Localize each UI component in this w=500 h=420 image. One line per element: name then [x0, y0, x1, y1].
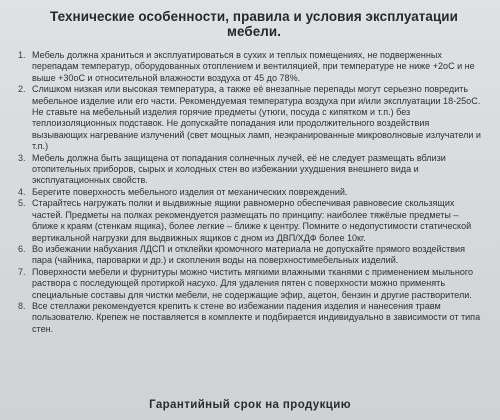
rule-text: Во избежании набухания ЛДСП и отклейки кромочного материала не допускайте прямого воздействия пара (чайника, пароварки и др.) и скопления воды на поверхностимебельных изделий. [32, 243, 465, 266]
rule-text: Слишком низкая или высокая температура, а также её внезапные перепады могут серьезно повредить мебельное изделие или его части. Рекомендуемая температура воздуха при и/или эксплуатации 18-25оС. Не ставьте на мебельный изделия горячие предметы (утюги, посуда с кипятком и т.п.) без теплоизоляционных подставок. Не допускайте попадания или продолжительного воздействия вызывающих нагревание излучений (свет мощных ламп, неэкранированные микроволновые излучатели и т.п.) [32, 84, 481, 152]
rules-list [18, 50, 484, 335]
rule-item [18, 198, 484, 244]
rule-item [18, 153, 484, 187]
rule-number: 1. [18, 50, 26, 60]
rule-text: Мебель должна быть защищена от попадания солнечных лучей, её не следует размещать вблизи отопительных приборов, сырых и холодных стен во избежании ухудшения внешнего вида и эксплуатационных свойств. [32, 152, 446, 186]
rule-text: Старайтесь нагружать полки и выдвижные ящики равномерно обеспечивая равновесие скользящих частей. Предметы на полках рекомендуется размещать по принципу: наиболее тяжёлые предметы – ближе к краям (стенкам ящика), более легкие – ближе к центру. Помните о недопустимости статической вертикальной нагрузки для выдвижных ящиков с дном из ДВП/ХДФ более 10кг. [32, 198, 472, 243]
rule-number: 3. [18, 152, 26, 163]
rule-item [18, 187, 484, 198]
document-title: Технические особенности, правила и условия эксплуатации мебели. [50, 9, 458, 39]
rule-number: 4. [18, 186, 26, 197]
rule-item [18, 244, 484, 267]
rule-text: Поверхности мебели и фурнитуры можно чистить мягкими влажными тканями с применением мыльного раствора с последующей протиркой насухо. Для удаления пятен с поверхности можно применять специальные составы для чистки мебели, не содержащие эфир, ацетон, бензин и другие растворители. [32, 266, 473, 300]
rule-item [18, 50, 484, 84]
warranty-heading: Гарантийный срок на продукцию [149, 399, 351, 411]
rule-number: 7. [18, 266, 26, 277]
rule-item [18, 267, 484, 301]
rule-text: Берегите поверхность мебельного изделия от механических повреждений. [32, 186, 348, 197]
rule-number: 2. [18, 84, 26, 95]
rule-number: 6. [18, 243, 26, 254]
rule-text: Мебель должна храниться и эксплуатироваться в сухих и теплых помещениях, не подверженных перепадам температур, оборудованных отоплением и вентиляцией, при температуре не ниже +2оС и не выше +30оС и относительной влажности воздуха от 45 до 78%. [32, 50, 475, 83]
rule-number: 5. [18, 198, 26, 209]
rule-item [18, 301, 484, 335]
rule-number: 8. [18, 300, 26, 311]
rule-text: Все стеллажи рекомендуется крепить к стене во избежании падения изделия и нанесения травм пользователю. Крепеж не поставляется в комплекте и подбирается индивидуально в зависимости от типа стен. [32, 300, 481, 334]
rule-item [18, 84, 484, 152]
